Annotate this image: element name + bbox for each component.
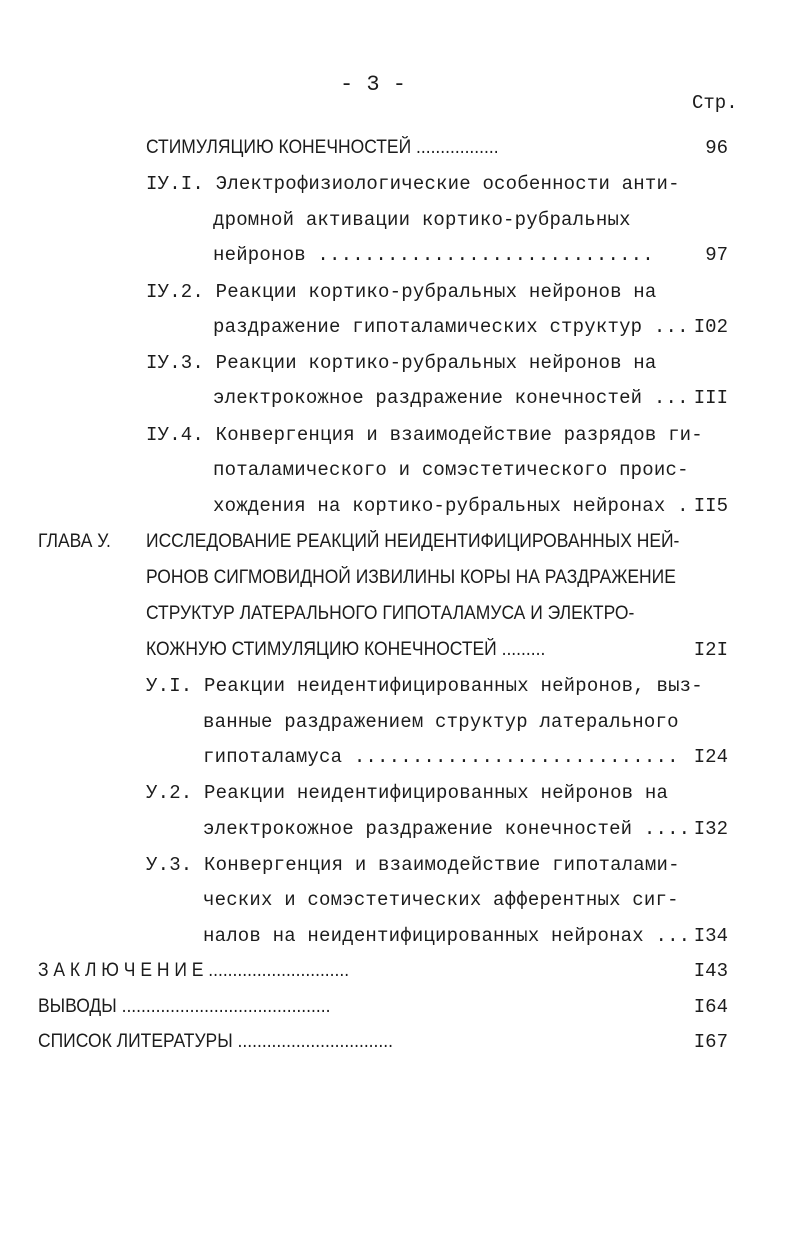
toc-line: РОНОВ СИГМОВИДНОЙ ИЗВИЛИНЫ КОРЫ НА РАЗДРАЖЕНИЕ bbox=[146, 567, 676, 588]
toc-line: СТРУКТУР ЛАТЕРАЛЬНОГО ГИПОТАЛАМУСА И ЭЛЕКТРО- bbox=[146, 603, 635, 624]
toc-line: З А К Л Ю Ч Е Н И Е ............................. bbox=[38, 960, 350, 981]
toc-line: IУ.2. Реакции кортико-рубральных нейронов на bbox=[146, 281, 657, 303]
toc-line: ческих и сомэстетических афферентных сиг- bbox=[203, 889, 679, 911]
toc-line: электрокожное раздражение конечностей .... bbox=[203, 818, 691, 840]
toc-page-ref: III bbox=[693, 387, 728, 409]
toc-page-ref: 96 bbox=[705, 137, 728, 159]
toc-line: IУ.3. Реакции кортико-рубральных нейронов на bbox=[146, 352, 657, 374]
toc-page-ref: I34 bbox=[693, 925, 728, 947]
toc-line: СТИМУЛЯЦИЮ КОНЕЧНОСТЕЙ ................. bbox=[146, 137, 499, 158]
page-column-label: Стр. bbox=[692, 92, 738, 114]
toc-page-ref: I67 bbox=[693, 1031, 728, 1053]
toc-line: IУ.4. Конвергенция и взаимодействие разрядов ги- bbox=[146, 424, 703, 446]
toc-page-ref: II5 bbox=[693, 495, 728, 517]
toc-line: ВЫВОДЫ ........................................... bbox=[38, 996, 331, 1017]
toc-line: У.I. Реакции неидентифицированных нейронов, выз- bbox=[146, 675, 703, 697]
toc-line: гипоталамуса ............................ bbox=[203, 746, 679, 768]
toc-line: ИССЛЕДОВАНИЕ РЕАКЦИЙ НЕИДЕНТИФИЦИРОВАННЫХ НЕЙ- bbox=[146, 531, 680, 552]
page-number: - 3 - bbox=[340, 72, 407, 97]
toc-page-ref: I24 bbox=[693, 746, 728, 768]
toc-line: СПИСОК ЛИТЕРАТУРЫ ................................ bbox=[38, 1031, 393, 1052]
toc-page-ref: 97 bbox=[705, 244, 728, 266]
toc-line: У.3. Конвергенция и взаимодействие гипоталами- bbox=[146, 854, 680, 876]
toc-line: электрокожное раздражение конечностей ... bbox=[213, 387, 689, 409]
toc-page-ref: I02 bbox=[693, 316, 728, 338]
toc-line: нейронов ............................. bbox=[213, 244, 654, 266]
toc-line: IУ.I. Электрофизиологические особенности анти- bbox=[146, 173, 680, 195]
toc-line: раздражение гипоталамических структур ... bbox=[213, 316, 689, 338]
toc-page-ref: I64 bbox=[693, 996, 728, 1018]
toc-line: У.2. Реакции неидентифицированных нейронов на bbox=[146, 782, 669, 804]
toc-line: дромной активации кортико-рубральных bbox=[213, 209, 631, 231]
chapter-label: ГЛАВА У. bbox=[38, 531, 111, 552]
toc-line: хождения на кортико-рубральных нейронах . bbox=[213, 495, 689, 517]
toc-page-ref: I43 bbox=[693, 960, 728, 982]
toc-page-ref: I2I bbox=[693, 639, 728, 661]
toc-line: налов на неидентифицированных нейронах ... bbox=[203, 925, 691, 947]
toc-line: КОЖНУЮ СТИМУЛЯЦИЮ КОНЕЧНОСТЕЙ ......... bbox=[146, 639, 546, 660]
toc-line: поталамического и сомэстетического проис- bbox=[213, 459, 689, 481]
toc-page-ref: I32 bbox=[693, 818, 728, 840]
toc-line: ванные раздражением структур латерального bbox=[203, 711, 679, 733]
